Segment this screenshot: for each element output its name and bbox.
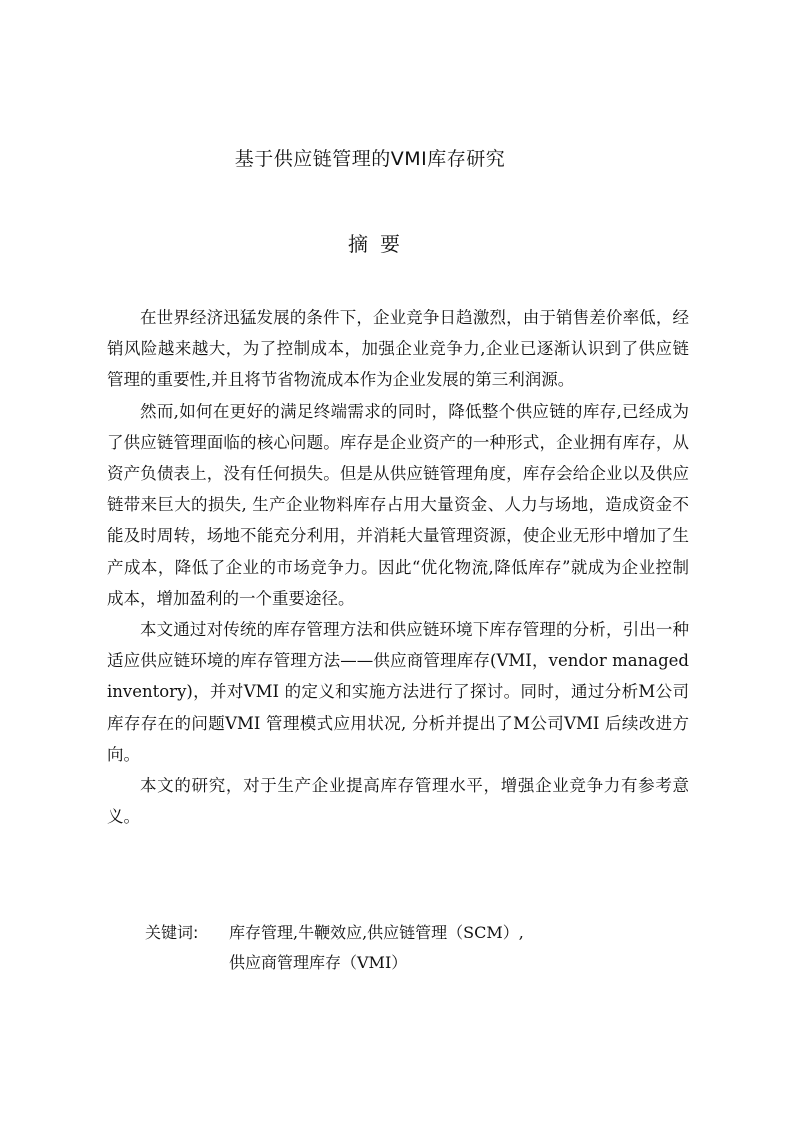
abstract-paragraph-4: 本文的研究，对于生产企业提高库存管理水平，增强企业竞争力有参考意义。: [107, 776, 689, 827]
abstract-heading: 摘要: [348, 232, 412, 256]
keywords-values: [229, 918, 705, 978]
keywords-label: 关键词:: [145, 923, 199, 942]
abstract-paragraph-1: 在世界经济迅猛发展的条件下，企业竞争日趋激烈，由于销售差价率低，经销风险越来越大，为了控制成本，加强企业竞争力,企业已逐渐认识到了供应链管理的重要性,并且将节省物流成本作为企业发展的第三利润源。: [107, 308, 689, 390]
keywords-line-2: 供应商管理库存（VMI）: [229, 953, 408, 972]
abstract-paragraph-2: 然而,如何在更好的满足终端需求的同时，降低整个供应链的库存,已经成为了供应链管理面临的核心问题。库存是企业资产的一种形式，企业拥有库存，从资产负债表上，没有任何损失。但是从供应链管理角度，库存会给企业以及供应链带来巨大的损失, 生产企业物料库存占用大量资金、人力与场地，造成资金不能及时周转，场地不能充分利用，并消耗大量管理资源，使企业无形中增加了生产成本，降低了企业的市场竞争力。因此“优化物流,降低库存”就成为企业控制成本，增加盈利的一个重要途径。: [107, 401, 689, 608]
abstract-body: [107, 302, 689, 832]
paper-title: 基于供应链管理的VMI库存研究: [234, 148, 506, 170]
keywords-section: [145, 918, 705, 978]
abstract-paragraph-3: 本文通过对传统的库存管理方法和供应链环境下库存管理的分析，引出一种适应供应链环境的库存管理方法——供应商管理库存(VMI，vendor managed inventory)，并对VMI 的定义和实施方法进行了探讨。同时，通过分析M公司库存存在的问题VMI 管理模式应用状况, 分析并提出了M公司VMI 后续改进方向。: [107, 620, 689, 764]
keywords-line-1: 库存管理,牛鞭效应,供应链管理（SCM）,: [229, 923, 524, 942]
